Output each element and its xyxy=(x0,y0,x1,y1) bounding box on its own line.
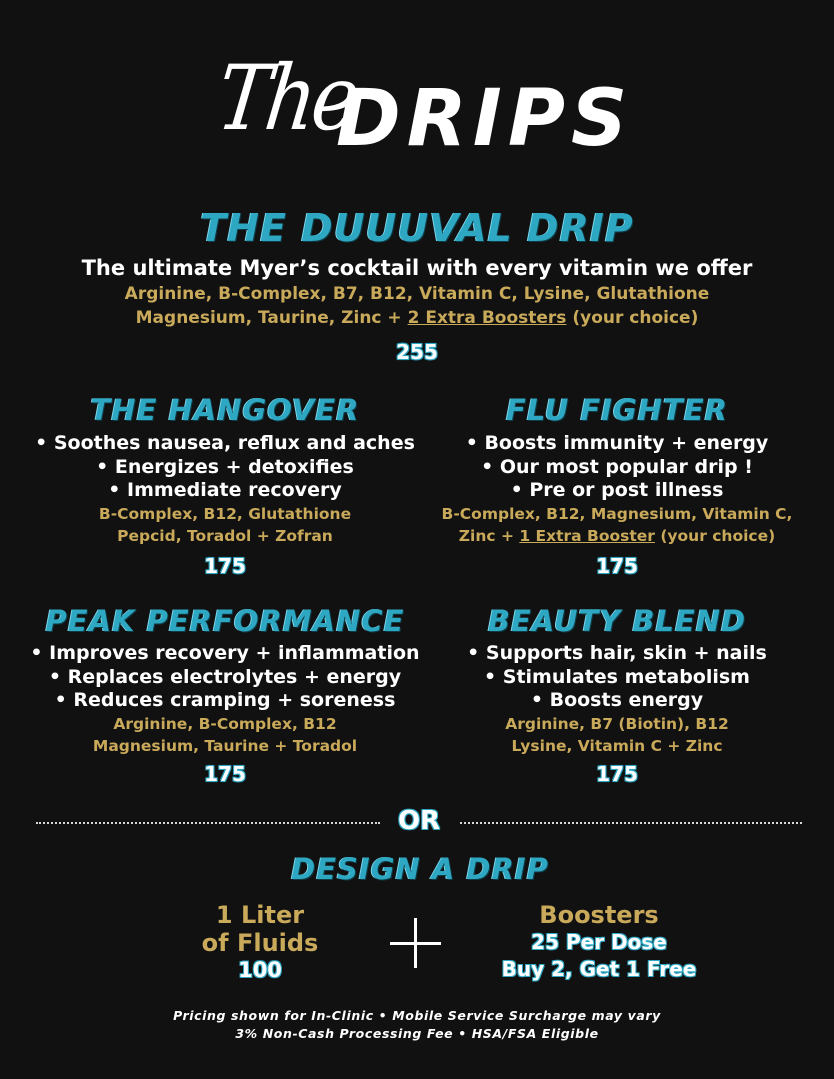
flu-price: 175 xyxy=(596,554,638,578)
duuuval-extra-boosters-link: 2 Extra Boosters xyxy=(407,308,567,328)
plus-icon xyxy=(414,918,418,968)
boosters-title: Boosters xyxy=(539,901,659,929)
hangover-title: THE HANGOVER xyxy=(90,393,360,427)
flu-bullets xyxy=(408,432,826,503)
divider-right xyxy=(460,822,802,824)
boosters-deal: Buy 2, Get 1 Free xyxy=(501,957,697,981)
flu-bullet: • Pre or post illness xyxy=(510,479,724,501)
flu-ingredients-2 xyxy=(408,527,826,545)
beauty-bullet: • Stimulates metabolism xyxy=(484,665,750,688)
duuuval-ingredients-2-pre: Magnesium, Taurine, Zinc + xyxy=(135,308,408,328)
logo-script-text: The xyxy=(211,47,361,151)
beauty-bullet: • Supports hair, skin + nails xyxy=(467,642,767,664)
hangover-bullet: • Energizes + detoxifies xyxy=(96,455,354,478)
flu-ingredients-1: B-Complex, B12, Magnesium, Vitamin C, xyxy=(441,505,793,523)
duuuval-title: THE DUUUVAL DRIP xyxy=(200,206,634,250)
footer-line-1: Pricing shown for In-Clinic • Mobile Service Surcharge may vary xyxy=(173,1008,661,1023)
peak-bullet: • Improves recovery + inflammation xyxy=(30,642,420,664)
peak-price: 175 xyxy=(204,762,246,786)
flu-extra-booster-link: 1 Extra Booster xyxy=(519,527,655,545)
fluids-block xyxy=(140,901,380,983)
beauty-bullets xyxy=(408,642,826,713)
duuuval-subtitle: The ultimate Myer’s cocktail with every vitamin we offer xyxy=(81,256,753,280)
divider-left xyxy=(36,822,380,824)
hangover-ingredients-1: B-Complex, B12, Glutathione xyxy=(98,505,352,523)
hangover-bullets xyxy=(16,432,434,503)
peak-bullets xyxy=(16,642,434,713)
fluids-line-1: 1 Liter xyxy=(215,901,305,929)
hangover-ingredients-2: Pepcid, Toradol + Zofran xyxy=(117,527,333,545)
design-title: DESIGN A DRIP xyxy=(291,852,549,886)
beauty-title: BEAUTY BLEND xyxy=(487,604,747,638)
beauty-ingredients-1: Arginine, B7 (Biotin), B12 xyxy=(505,715,729,733)
or-text: OR xyxy=(397,806,441,836)
logo xyxy=(0,40,834,170)
fluids-line-2: of Fluids xyxy=(201,929,319,957)
beauty-bullet: • Boosts energy xyxy=(530,689,704,711)
hangover-price: 175 xyxy=(204,554,246,578)
duuuval-price: 255 xyxy=(396,340,438,364)
peak-title: PEAK PERFORMANCE xyxy=(45,604,405,638)
fluids-price: 100 xyxy=(238,958,282,982)
hangover-bullet: • Soothes nausea, reflux and aches xyxy=(35,432,415,454)
duuuval-ingredients-2-post: (your choice) xyxy=(566,308,699,328)
flu-ingredients-2-pre: Zinc + xyxy=(458,527,520,545)
boosters-price: 25 Per Dose xyxy=(531,930,667,954)
duuuval-ingredients-2 xyxy=(0,308,834,328)
duuuval-ingredients-1: Arginine, B-Complex, B7, B12, Vitamin C, Lysine, Glutathione xyxy=(124,284,710,304)
flu-ingredients-2-post: (your choice) xyxy=(654,527,776,545)
logo-bold-text: DRIPS xyxy=(336,74,634,164)
peak-bullet: • Reduces cramping + soreness xyxy=(54,689,396,711)
boosters-block xyxy=(468,901,730,983)
flu-title: FLU FIGHTER xyxy=(506,393,728,427)
peak-ingredients-1: Arginine, B-Complex, B12 xyxy=(113,715,337,733)
flu-bullet: • Our most popular drip ! xyxy=(481,455,753,478)
footer-line-2: 3% Non-Cash Processing Fee • HSA/FSA Eligible xyxy=(235,1026,599,1041)
beauty-ingredients-2: Lysine, Vitamin C + Zinc xyxy=(511,737,723,755)
beauty-price: 175 xyxy=(596,762,638,786)
flu-bullet: • Boosts immunity + energy xyxy=(465,432,769,454)
hangover-bullet: • Immediate recovery xyxy=(108,479,342,501)
peak-ingredients-2: Magnesium, Taurine + Toradol xyxy=(92,737,358,755)
peak-bullet: • Replaces electrolytes + energy xyxy=(48,665,402,688)
